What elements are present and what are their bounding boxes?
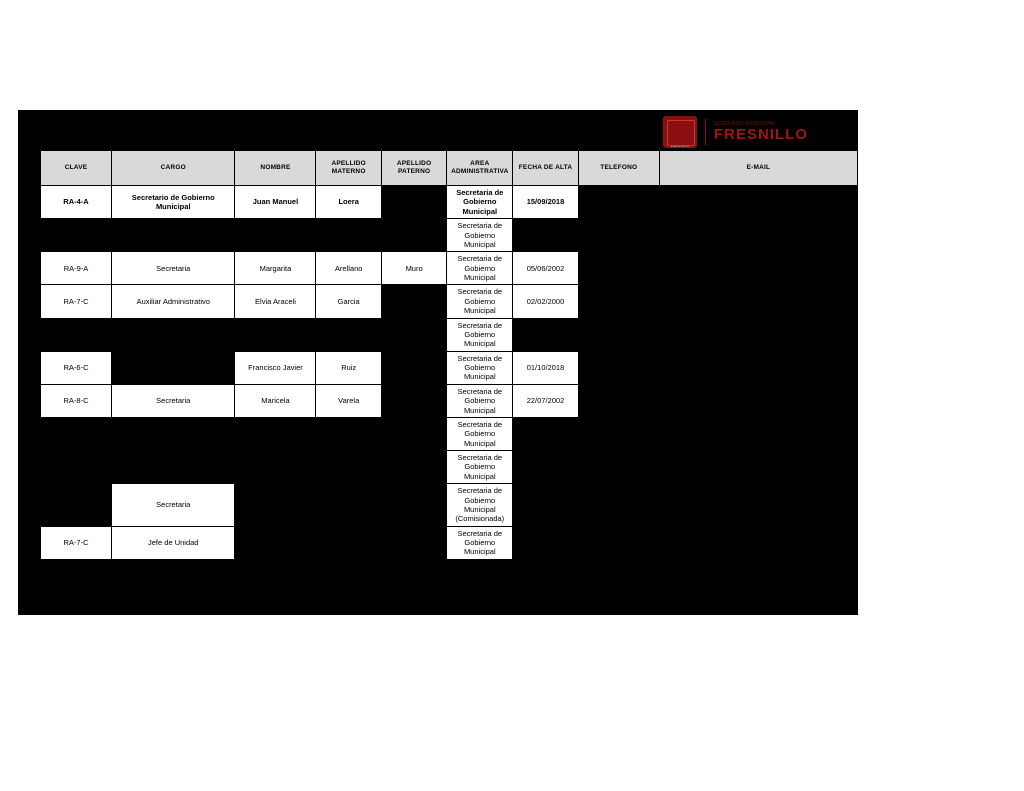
cell-nombre	[235, 219, 316, 252]
cell-nombre	[235, 559, 316, 564]
cell-telefono	[578, 384, 659, 417]
cell-telefono	[578, 484, 659, 527]
cell-clave: RA-9-A	[41, 252, 112, 285]
cell-cargo: Secretaria	[112, 384, 235, 417]
cell-telefono	[578, 219, 659, 252]
cell-cargo	[112, 318, 235, 351]
cell-email	[659, 451, 857, 484]
cell-fecha-de-alta: 15/09/2018	[513, 186, 578, 219]
cell-apellido-materno: Arellano	[316, 252, 381, 285]
cell-email	[659, 417, 857, 450]
cell-apellido-paterno	[381, 384, 446, 417]
table-row	[41, 484, 858, 527]
cell-cargo	[112, 219, 235, 252]
cell-cargo: Secretario de Gobierno Municipal	[112, 186, 235, 219]
cell-apellido-materno: Ruiz	[316, 351, 381, 384]
cell-email	[659, 384, 857, 417]
cell-area-administrativa: Secretaria de Gobierno Municipal	[447, 186, 513, 219]
column-header-nombre: NOMBRE	[235, 151, 316, 186]
cell-nombre: Juan Manuel	[235, 186, 316, 219]
cell-email	[659, 484, 857, 527]
cell-telefono	[578, 559, 659, 564]
cell-email	[659, 285, 857, 318]
cell-apellido-paterno	[381, 526, 446, 559]
cell-clave	[41, 417, 112, 450]
column-header-apellido-paterno: APELLIDO PATERNO	[381, 151, 446, 186]
cell-clave	[41, 484, 112, 527]
wordmark-main: FRESNILLO	[714, 126, 808, 143]
cell-email	[659, 318, 857, 351]
cell-apellido-paterno	[381, 186, 446, 219]
cell-clave	[41, 219, 112, 252]
cell-telefono	[578, 318, 659, 351]
table-row	[41, 186, 858, 219]
wordmark-top: GOBIERNO MUNICIPAL	[714, 121, 777, 127]
cell-apellido-materno	[316, 451, 381, 484]
cell-email	[659, 252, 857, 285]
table-header-row	[41, 151, 858, 186]
cell-nombre	[235, 526, 316, 559]
table-row	[41, 252, 858, 285]
cell-email	[659, 219, 857, 252]
cell-nombre: Francisco Javier	[235, 351, 316, 384]
table-row	[41, 351, 858, 384]
cell-apellido-paterno	[381, 219, 446, 252]
directory-block	[18, 110, 858, 615]
cell-area-administrativa: Secretaria de Gobierno Municipal	[447, 351, 513, 384]
cell-area-administrativa: Secretaria de Gobierno Municipal	[447, 526, 513, 559]
cell-apellido-paterno	[381, 484, 446, 527]
cell-apellido-paterno	[381, 417, 446, 450]
cell-area-administrativa: Secretaria de Gobierno Municipal	[447, 285, 513, 318]
cell-fecha-de-alta	[513, 559, 578, 564]
column-header-email: E-MAIL	[659, 151, 857, 186]
cell-cargo	[112, 417, 235, 450]
column-header-apellido-materno: APELLIDO MATERNO	[316, 151, 381, 186]
cell-apellido-paterno	[381, 559, 446, 564]
wordmark	[714, 122, 808, 142]
cell-email	[659, 559, 857, 564]
cell-cargo	[112, 559, 235, 564]
column-header-clave: CLAVE	[41, 151, 112, 186]
cell-email	[659, 186, 857, 219]
cell-clave	[41, 318, 112, 351]
cell-cargo: Jefe de Unidad	[112, 526, 235, 559]
cell-cargo: Secretaria	[112, 484, 235, 527]
cell-apellido-paterno	[381, 351, 446, 384]
cell-area-administrativa: Secretaria de Gobierno Municipal	[447, 451, 513, 484]
cell-area-administrativa: Secretaria de Gobierno Municipal	[447, 252, 513, 285]
table-row	[41, 451, 858, 484]
cell-nombre: Margarita	[235, 252, 316, 285]
cell-clave: RA-7-C	[41, 526, 112, 559]
cell-apellido-paterno	[381, 451, 446, 484]
cell-telefono	[578, 252, 659, 285]
cell-email	[659, 351, 857, 384]
cell-apellido-materno	[316, 417, 381, 450]
cell-fecha-de-alta	[513, 417, 578, 450]
cell-telefono	[578, 526, 659, 559]
column-header-fecha-de-alta: FECHA DE ALTA	[513, 151, 578, 186]
table-row	[41, 526, 858, 559]
cell-apellido-paterno: Muro	[381, 252, 446, 285]
cell-apellido-materno: Garcia	[316, 285, 381, 318]
cell-nombre: Elvia Araceli	[235, 285, 316, 318]
table-row	[41, 384, 858, 417]
table-row	[41, 417, 858, 450]
cell-telefono	[578, 186, 659, 219]
cell-apellido-materno	[316, 219, 381, 252]
cell-clave: RA-8-C	[41, 384, 112, 417]
cell-clave: RA-6-C	[41, 351, 112, 384]
cell-cargo	[112, 451, 235, 484]
cell-nombre	[235, 417, 316, 450]
cell-apellido-materno	[316, 484, 381, 527]
table-row	[41, 318, 858, 351]
cell-fecha-de-alta: 22/07/2002	[513, 384, 578, 417]
cell-fecha-de-alta	[513, 219, 578, 252]
cell-apellido-paterno	[381, 285, 446, 318]
table-row	[41, 285, 858, 318]
column-header-area-administrativa: AREA ADMINISTRATIVA	[447, 151, 513, 186]
municipal-seal-icon	[663, 116, 697, 148]
cell-cargo	[112, 351, 235, 384]
cell-apellido-materno	[316, 559, 381, 564]
cell-fecha-de-alta	[513, 318, 578, 351]
directory-table	[40, 150, 858, 565]
cell-fecha-de-alta: 02/02/2000	[513, 285, 578, 318]
seal-caption: FRESNILLO	[670, 144, 690, 148]
cell-clave: RA-7-C	[41, 285, 112, 318]
cell-apellido-materno	[316, 318, 381, 351]
cell-cargo: Auxiliar Administrativo	[112, 285, 235, 318]
cell-fecha-de-alta	[513, 451, 578, 484]
cell-telefono	[578, 451, 659, 484]
cell-telefono	[578, 417, 659, 450]
column-header-telefono: TELEFONO	[578, 151, 659, 186]
cell-area-administrativa: Secretaria de Gobierno Municipal	[447, 417, 513, 450]
cell-fecha-de-alta	[513, 526, 578, 559]
logo-area	[663, 114, 808, 150]
cell-clave	[41, 559, 112, 564]
cell-clave	[41, 451, 112, 484]
cell-fecha-de-alta	[513, 484, 578, 527]
cell-apellido-materno: Loera	[316, 186, 381, 219]
cell-apellido-materno	[316, 526, 381, 559]
cell-nombre: Maricela	[235, 384, 316, 417]
cell-area-administrativa: Secretaria de Gobierno Municipal	[447, 384, 513, 417]
cell-apellido-materno: Varela	[316, 384, 381, 417]
cell-email	[659, 526, 857, 559]
logo-divider	[705, 119, 706, 145]
cell-fecha-de-alta: 05/06/2002	[513, 252, 578, 285]
table-body	[41, 186, 858, 565]
table-row	[41, 219, 858, 252]
cell-nombre	[235, 484, 316, 527]
cell-apellido-paterno	[381, 318, 446, 351]
cell-telefono	[578, 285, 659, 318]
cell-area-administrativa	[447, 559, 513, 564]
cell-area-administrativa: Secretaria de Gobierno Municipal (Comisionada)	[447, 484, 513, 527]
cell-nombre	[235, 451, 316, 484]
cell-fecha-de-alta: 01/10/2018	[513, 351, 578, 384]
table-row	[41, 559, 858, 564]
column-header-cargo: CARGO	[112, 151, 235, 186]
cell-telefono	[578, 351, 659, 384]
cell-nombre	[235, 318, 316, 351]
cell-cargo: Secretaria	[112, 252, 235, 285]
cell-clave: RA-4-A	[41, 186, 112, 219]
cell-area-administrativa: Secretaria de Gobierno Municipal	[447, 219, 513, 252]
cell-area-administrativa: Secretaria de Gobierno Municipal	[447, 318, 513, 351]
